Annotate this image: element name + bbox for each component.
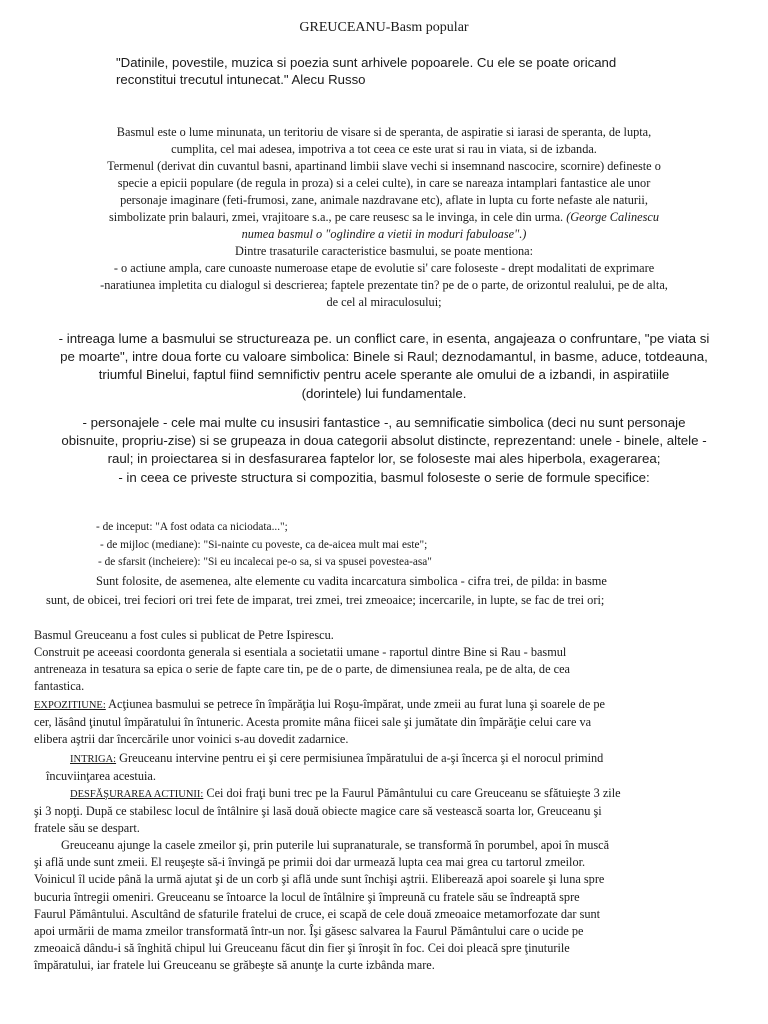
greuceanu-paragraph — [34, 627, 754, 695]
text-line: Construit pe aceeasi coordonta generala si esentiala a societatii umane - raportul dintre Bine si Rau - basmul — [34, 645, 567, 660]
text-line: fantastica. — [34, 679, 85, 694]
text-line: apoi urmării de mama zmeilor transformată într-un nor. Îşi găsesc salvarea la Faurul Pământului care o ucide pe — [34, 923, 584, 938]
desfasurarea-paragraph — [34, 785, 754, 974]
text-segment: Cei doi fraţi buni trec pe la Faurul Pământului cu care Greuceanu se sfătuieşte 3 zile — [203, 786, 621, 800]
text-line: - intreaga lume a basmului se structureaza pe. un conflict care, in esenta, angajeaza o confruntare, "pe viata si — [58, 331, 710, 346]
text-line: triumful Binelui, faptul fiind semnifictiv pentru acele sperante ale omului de a izbandi, in aspiratiile — [98, 367, 670, 383]
section-label: INTRIGA: — [70, 754, 117, 765]
text-line: obisnuite, propriu-zise) si se grupeaza in doua categorii absolut distincte, reprezentand: unele - binele, altele - — [61, 433, 707, 449]
conflict-paragraph — [20, 330, 748, 403]
symbolism-line: sunt, de obicei, trei feciori ori trei fete de imparat, trei zmei, trei zmeoaice; incercarile, in lupte, se fac de trei ori; — [46, 593, 605, 607]
characters-paragraph — [20, 414, 748, 487]
text-line: Voinicul îl ucide până la urmă ajutat şi de un corb şi află unde sunt închişi aştrii. Eliberează apoi soarele şi luna spre — [34, 872, 605, 887]
motto-quote — [116, 54, 676, 88]
text-line: zmeoaică dându-i să înghită chipul lui Greuceanu făcut din fier şi înroşit în foc. Cei doi pleacă spre ţinuturile — [34, 940, 570, 955]
expozitiune-paragraph — [34, 696, 754, 748]
citation-italic: (George Calinescu — [563, 210, 659, 224]
text-line: Faurul Pământului. Ascultând de sfaturile fratelui de cruce, ei scapă de cele două zmeoaice metamorfozate dar sunt — [34, 906, 601, 921]
text-line — [34, 785, 754, 803]
text-line — [30, 209, 738, 226]
formula-end: - de sfarsit (incheiere): "Si eu incalecai pe-o sa, si va spusei povestea-asa" — [98, 556, 432, 568]
text-line: Basmul este o lume minunata, un teritoriu de visare si de speranta, de aspiratie si iarasi de speranta, de lupta, — [116, 125, 652, 139]
section-label: DESFĂŞURAREA ACTIUNII: — [70, 789, 204, 800]
text-line: încuviinţarea acestuia. — [46, 769, 156, 784]
text-line: şi 3 nopţi. După ce stabilesc locul de întâlnire şi lasă două obiecte magice care să vestească soarta lor, Greuceanu şi — [34, 804, 602, 819]
citation-italic: numea basmul o "oglindire a vietii in moduri fabuloase".) — [241, 227, 527, 241]
text-line: şi află unde sunt zmeii. El reuşeşte să-i învingă pe primii doi dar urmează lupta cea mai grea cu tartorul zmeilor. — [34, 855, 586, 870]
text-line: fratele său se despart. — [34, 821, 140, 836]
symbolism-line: Sunt folosite, de asemenea, alte elemente cu vadita incarcatura simbolica - cifra trei, de pilda: in basme — [96, 574, 607, 588]
motto-line: reconstitui trecutul intunecat." Alecu Russo — [116, 72, 366, 87]
text-line: Dintre trasaturile caracteristice basmului, se poate mentiona: — [234, 244, 534, 258]
text-line: cumplita, cel mai adesea, impotriva a tot ceea ce este urat si rau in viata, si de izbanda. — [171, 142, 597, 156]
text-line: Greuceanu ajunge la casele zmeilor şi, prin puterile lui supranaturale, se transformă în porumbel, apoi în muscă — [61, 838, 610, 853]
formula-start: - de inceput: "A fost odata ca niciodata..."; — [96, 521, 288, 533]
text-line: raul; in proiectarea si in desfasurarea faptelor lor, se foloseste mai ales hiperbola, exagerarea; — [107, 451, 661, 467]
text-line — [30, 226, 738, 243]
text-segment: Greuceanu intervine pentru ei şi cere permisiunea împăratului de a-şi încerca şi el norocul primind — [116, 751, 604, 765]
section-label: EXPOZITIUNE: — [34, 700, 106, 711]
text-line: -naratiunea impletita cu dialogul si descrierea; faptele prezentate tin? pe de o parte, de orizontul realului, pe de alta, — [100, 278, 668, 292]
motto-line: "Datinile, povestile, muzica si poezia sunt arhivele popoarele. Cu ele se poate oricand — [116, 55, 617, 70]
text-line: specie a epicii populare (de regula in proza) si a celei culte), in care se nareaza intamplari fantastice ale unor — [117, 176, 651, 190]
text-line: personaje imaginare (feti-frumosi, zane, animale nazdravane etc), aflate in lupta cu forte nefaste ale naturii, — [120, 193, 648, 207]
text-line: Basmul Greuceanu a fost cules si publicat de Petre Ispirescu. — [34, 628, 334, 642]
text-line: elibera aştrii dar încercările unor voinici s-au dovedit zadarnice. — [34, 732, 349, 747]
text-line: Termenul (derivat din cuvantul basni, apartinand limbii slave vechi si insemnand nascocire, scornire) defineste o — [107, 159, 661, 173]
text-line: pe moarte", intre doua forte cu valoare simbolica: Binele si Raul; deznodamantul, in basme, aduce, totdeauna, — [60, 349, 708, 365]
text-line: de cel al miraculosului; — [326, 295, 442, 309]
text-segment: simbolizate prin balauri, zmei, vrajitoare s.a., pe care reusesc sa le invinga, in cele din urma. — [109, 210, 564, 224]
text-line: - in ceea ce priveste structura si compozitia, basmul foloseste o serie de formule specifice: — [118, 469, 650, 485]
text-line: bucuria întregii omeniri. Greuceanu se întoarce la locul de întâlnire şi împreună cu fratele său se îndreaptă spre — [34, 889, 580, 904]
text-line: - personajele - cele mai multe cu insusiri fantastice -, au semnificatie simbolica (deci nu sunt personaje — [82, 415, 686, 430]
text-line: antreneaza in tesatura sa epica o serie de fapte care tin, pe de o parte, de dimensiunea reala, pe de alta, de cea — [34, 662, 570, 677]
text-line: cer, lăsând ţinutul împăratului în întuneric. Acesta promite mâna fiicei sale şi jumătate din împărăţie celui care va — [34, 715, 592, 730]
document-title: GREUCEANU-Basm popular — [299, 20, 469, 35]
intriga-paragraph — [34, 750, 754, 785]
intro-paragraph — [30, 124, 738, 311]
formula-middle: - de mijloc (mediane): "Si-nainte cu poveste, ca de-aicea mult mai este"; — [100, 539, 428, 551]
text-line — [34, 750, 754, 768]
text-segment: Acţiunea basmului se petrece în împărăţia lui Roşu-împărat, unde zmeii au furat luna şi soarele de pe — [105, 697, 605, 711]
text-line: (dorintele) lui fundamentale. — [301, 385, 467, 401]
text-line: împăratului, iar fratele lui Greuceanu se grăbeşte să anunţe la curte izbânda mare. — [34, 957, 435, 972]
text-line: - o actiune ampla, care cunoaste numeroase etape de evolutie si' care foloseste - drept modalitati de exprimare — [113, 261, 655, 275]
text-line — [34, 696, 754, 714]
